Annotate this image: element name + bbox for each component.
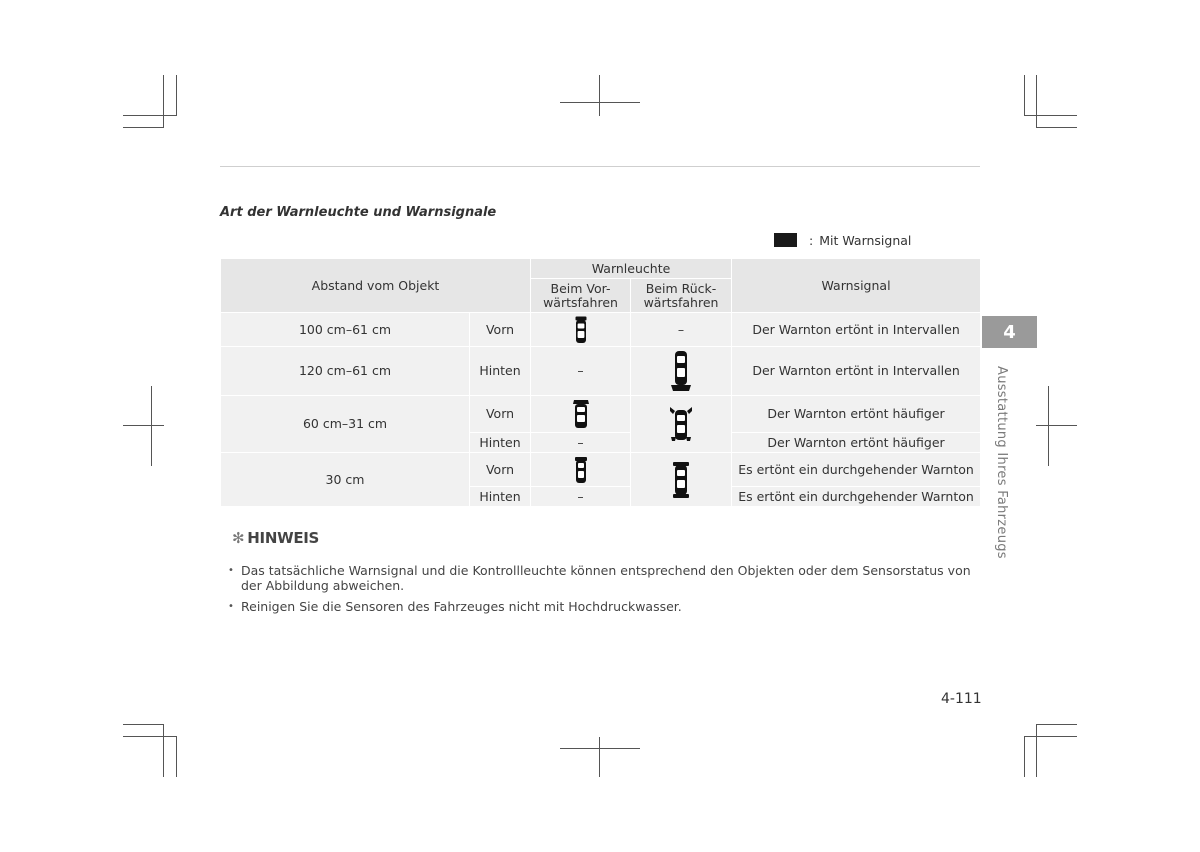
- crop-mark: [123, 724, 164, 725]
- crop-mark: [1036, 724, 1077, 725]
- crop-mark: [1036, 425, 1077, 426]
- warning-table: [220, 258, 981, 507]
- crop-mark: [1024, 736, 1025, 777]
- section-title: Art der Warnleuchte und Warnsignale: [220, 205, 497, 220]
- table-row: [221, 453, 981, 487]
- car-all-sensors-icon: [670, 461, 692, 499]
- crop-mark: [1024, 115, 1077, 116]
- note-item: • Das tatsächliche Warnsignal und die Kontrollleuchte können entsprechend den Objekten oder dem Sensorstatus von der Abbildung abweichen.: [228, 563, 973, 593]
- crop-mark: [123, 115, 176, 116]
- crop-mark: [1036, 75, 1037, 128]
- reverse-cell: –: [631, 313, 732, 347]
- forward-cell: [531, 453, 631, 487]
- crop-mark: [560, 102, 640, 103]
- crop-mark: [176, 736, 177, 777]
- crop-mark: [599, 737, 600, 777]
- forward-cell: –: [531, 433, 631, 453]
- crop-mark: [123, 127, 164, 128]
- distance-cell: 120 cm–61 cm: [221, 347, 470, 396]
- table-row: [221, 347, 981, 396]
- car-rear-sensor-icon: [670, 350, 692, 392]
- crop-mark: [1036, 724, 1037, 777]
- position-cell: Vorn: [470, 396, 531, 433]
- position-cell: Vorn: [470, 453, 531, 487]
- reverse-cell: [631, 396, 732, 453]
- signal-cell: Der Warnton ertönt in Intervallen: [732, 313, 981, 347]
- note-list: [228, 563, 973, 620]
- crop-mark: [599, 75, 600, 116]
- header-warning-light: Warnleuchte: [531, 259, 732, 279]
- car-front-sensor-icon: [575, 316, 587, 344]
- header-reverse: Beim Rück- wärtsfahren: [631, 279, 732, 313]
- position-cell: Hinten: [470, 347, 531, 396]
- crop-mark: [1048, 386, 1049, 466]
- signal-cell: Es ertönt ein durchgehender Warnton: [732, 487, 981, 507]
- signal-cell: Der Warnton ertönt häufiger: [732, 433, 981, 453]
- crop-mark: [151, 386, 152, 466]
- signal-cell: Es ertönt ein durchgehender Warnton: [732, 453, 981, 487]
- note-item: • Reinigen Sie die Sensoren des Fahrzeuges nicht mit Hochdruckwasser.: [228, 599, 973, 614]
- crop-mark: [1024, 736, 1077, 737]
- table-row: [221, 396, 981, 433]
- car-front-sensor-icon: [573, 456, 589, 484]
- chapter-tab: 4: [982, 316, 1037, 348]
- crop-mark: [123, 736, 176, 737]
- legend-colon: :: [809, 232, 814, 248]
- note-star-icon: ✻: [232, 529, 245, 547]
- forward-cell: –: [531, 347, 631, 396]
- distance-cell: 100 cm–61 cm: [221, 313, 470, 347]
- forward-cell: –: [531, 487, 631, 507]
- table-row: [221, 313, 981, 347]
- header-forward: Beim Vor- wärtsfahren: [531, 279, 631, 313]
- crop-mark: [1024, 75, 1025, 116]
- crop-mark: [123, 425, 164, 426]
- hinweis-heading: [232, 529, 319, 547]
- header-rule: [220, 166, 980, 167]
- crop-mark: [163, 75, 164, 128]
- distance-cell: 30 cm: [221, 453, 470, 507]
- crop-mark: [1036, 127, 1077, 128]
- signal-cell: Der Warnton ertönt in Intervallen: [732, 347, 981, 396]
- hinweis-title: HINWEIS: [247, 529, 320, 547]
- signal-cell: Der Warnton ertönt häufiger: [732, 396, 981, 433]
- crop-mark: [176, 75, 177, 116]
- legend: [774, 231, 911, 249]
- car-all-sensors-icon: [669, 405, 693, 443]
- page-number: 4-111: [941, 691, 982, 707]
- forward-cell: [531, 396, 631, 433]
- distance-cell: 60 cm–31 cm: [221, 396, 470, 453]
- reverse-cell: [631, 347, 732, 396]
- header-warning-signal: Warnsignal: [732, 259, 981, 313]
- position-cell: Vorn: [470, 313, 531, 347]
- position-cell: Hinten: [470, 433, 531, 453]
- legend-swatch: [774, 233, 797, 247]
- car-front-sensor-icon: [571, 399, 591, 429]
- chapter-title: Ausstattung Ihres Fahrzeugs: [994, 366, 1009, 559]
- forward-cell: [531, 313, 631, 347]
- position-cell: Hinten: [470, 487, 531, 507]
- crop-mark: [560, 748, 640, 749]
- legend-label: Mit Warnsignal: [819, 232, 912, 248]
- reverse-cell: [631, 453, 732, 507]
- crop-mark: [163, 724, 164, 777]
- header-distance: Abstand vom Objekt: [221, 259, 531, 313]
